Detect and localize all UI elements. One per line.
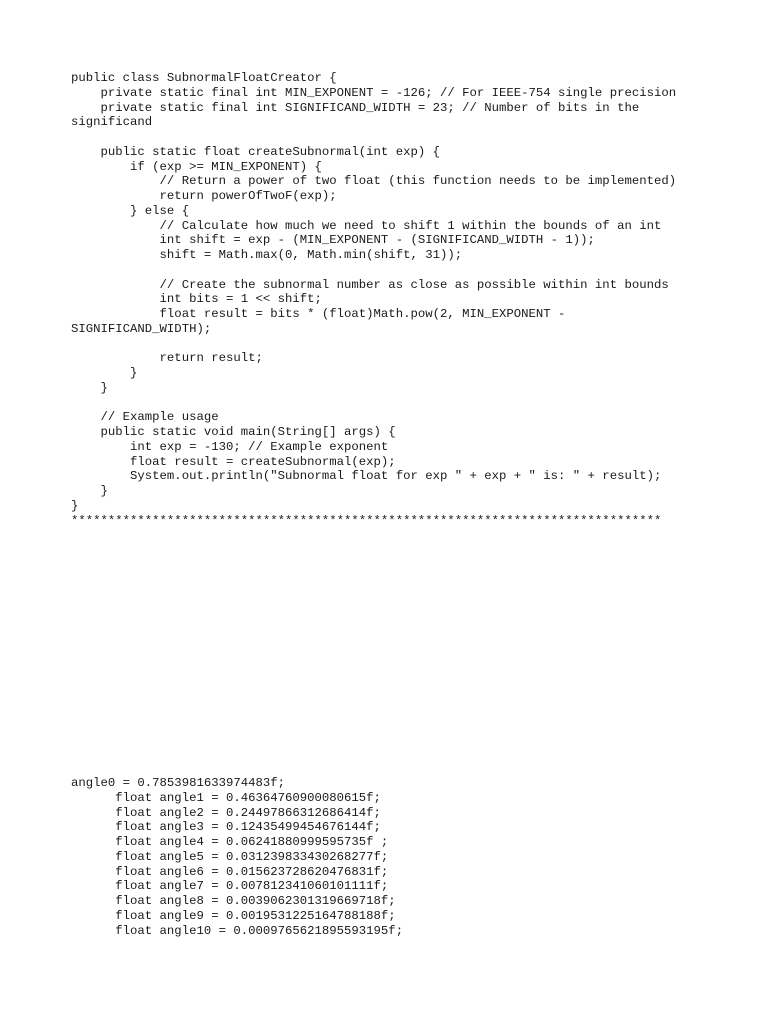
code-line: public class SubnormalFloatCreator {	[71, 71, 337, 85]
angle-line: float angle3 = 0.12435499454676144f;	[71, 820, 381, 835]
code-line: }	[71, 366, 138, 380]
code-line	[71, 263, 676, 278]
code-line: }	[71, 380, 108, 395]
code-line: }	[71, 498, 79, 513]
code-line: SIGNIFICAND_WIDTH);	[71, 321, 212, 336]
code-line: shift = Math.max(0, Math.min(shift, 31));	[71, 248, 463, 262]
angle-line: float angle8 = 0.0039062301319669718f;	[71, 894, 396, 908]
code-line: float result = createSubnormal(exp);	[71, 454, 396, 469]
code-line	[71, 130, 676, 145]
code-line: private static final int SIGNIFICAND_WIDTH = 23; // Number of bits in the	[71, 100, 640, 115]
code-line: significand	[71, 115, 153, 130]
java-code-block	[71, 71, 676, 528]
angle-line: float angle6 = 0.015623728620476831f;	[71, 864, 389, 879]
angle-line: float angle7 = 0.007812341060101111f;	[71, 879, 389, 894]
code-line: int shift = exp - (MIN_EXPONENT - (SIGNIFICAND_WIDTH - 1));	[71, 233, 595, 248]
code-line: if (exp >= MIN_EXPONENT) {	[71, 159, 322, 174]
code-line: int exp = -130; // Example exponent	[71, 439, 389, 454]
code-line: return powerOfTwoF(exp);	[71, 189, 337, 203]
angle-constants-block	[71, 776, 403, 938]
angle-line: float angle9 = 0.0019531225164788188f;	[71, 908, 396, 923]
code-line: return result;	[71, 351, 263, 366]
code-line: } else {	[71, 203, 190, 218]
code-line: ********************************************************************************	[71, 513, 662, 528]
angle-line: float angle2 = 0.24497866312686414f;	[71, 805, 381, 820]
code-line: int bits = 1 << shift;	[71, 292, 322, 307]
angle-line: angle0 = 0.7853981633974483f;	[71, 776, 286, 790]
angle-line: float angle1 = 0.46364760900080615f;	[71, 790, 381, 805]
code-line: }	[71, 484, 108, 498]
code-line: // Calculate how much we need to shift 1 within the bounds of an int	[71, 218, 662, 233]
code-line	[71, 337, 676, 352]
code-line: public static float createSubnormal(int exp) {	[71, 144, 440, 159]
angle-line: float angle10 = 0.0009765621895593195f;	[71, 923, 404, 938]
angle-line: float angle4 = 0.06241880999595735f ;	[71, 835, 389, 849]
code-line: float result = bits * (float)Math.pow(2, MIN_EXPONENT -	[71, 307, 566, 321]
code-line: // Create the subnormal number as close as possible within int bounds	[71, 277, 669, 292]
angle-line: float angle5 = 0.031239833430268277f;	[71, 849, 389, 864]
code-line: // Return a power of two float (this function needs to be implemented)	[71, 174, 677, 189]
code-line: private static final int MIN_EXPONENT = -126; // For IEEE-754 single precision	[71, 85, 677, 100]
code-line: public static void main(String[] args) {	[71, 425, 396, 439]
code-line	[71, 396, 676, 411]
code-line: System.out.println("Subnormal float for exp " + exp + " is: " + result);	[71, 469, 662, 484]
code-line: // Example usage	[71, 410, 219, 425]
